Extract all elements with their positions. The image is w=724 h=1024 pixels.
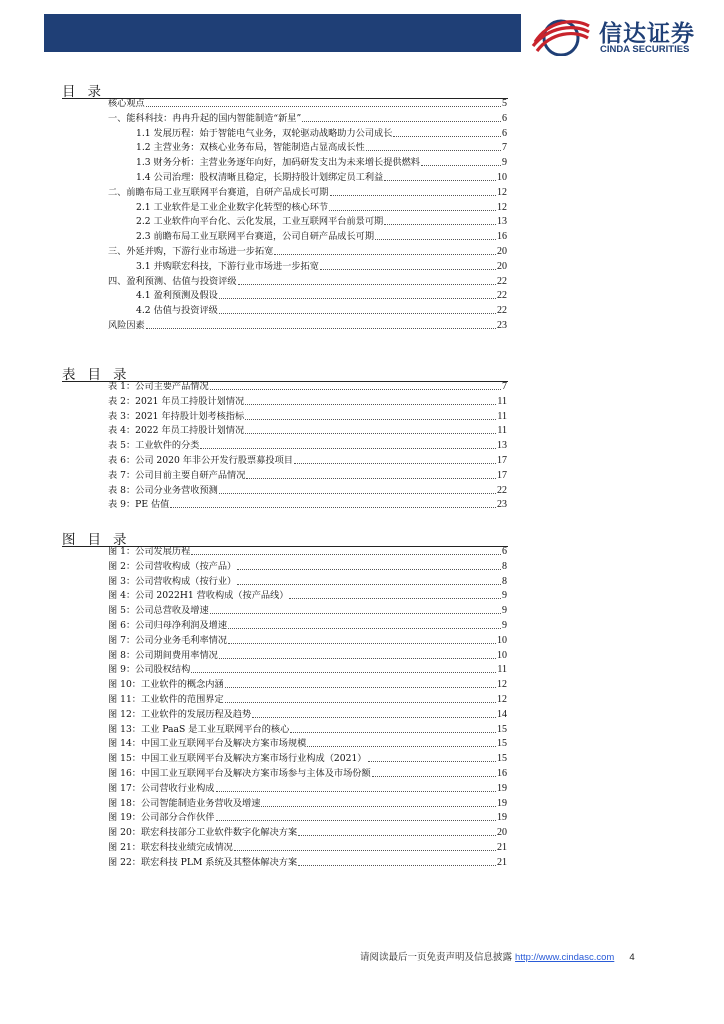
toc-entry-title: 表 5：工业软件的分类 (108, 440, 200, 452)
toc-entry-page: 16 (497, 768, 507, 779)
toc-entry-page: 15 (497, 723, 507, 735)
toc-entry-page: 7 (502, 381, 507, 392)
dot-leader (246, 477, 496, 479)
toc-entry-title: 图 6：公司归母净利润及增速 (108, 620, 228, 631)
toc-entry-page: 10 (497, 172, 507, 183)
toc-entry[interactable] (108, 811, 507, 824)
toc-entry-title: 表 6：公司 2020 年非公开发行股票募投项目 (108, 455, 293, 466)
toc-entry-title: 图 2：公司营收构成（按产品） (108, 560, 237, 572)
toc-entry-page: 19 (497, 797, 507, 809)
toc-entry-page: 6 (502, 127, 507, 139)
toc-entry[interactable] (108, 545, 507, 558)
toc-entry-title: 1.4 公司治理：股权清晰且稳定，长期持股计划绑定员工利益 (136, 172, 384, 183)
dot-leader (216, 819, 497, 821)
toc-entry-page: 13 (497, 216, 507, 228)
toc-entry-title: 图 11：工业软件的范围界定 (108, 694, 224, 705)
dot-leader (225, 686, 496, 688)
toc-entry[interactable] (108, 841, 507, 854)
toc-entry[interactable] (108, 649, 507, 662)
dot-leader (191, 553, 501, 555)
toc-entry-page: 11 (497, 425, 507, 437)
toc-entry-title: 表 8：公司分业务营收预测 (108, 484, 218, 496)
dot-leader (330, 194, 497, 196)
dot-leader (237, 568, 501, 570)
toc-entry[interactable] (108, 469, 507, 482)
dot-leader (219, 492, 496, 494)
toc-entry[interactable] (136, 260, 507, 273)
toc-entry-page: 8 (502, 560, 507, 572)
toc-entry-page: 6 (502, 112, 507, 124)
toc-entry-title: 图 16：中国工业互联网平台及解决方案市场参与主体及市场份额 (108, 768, 371, 779)
figures-title: 图目录 (62, 532, 139, 548)
dot-leader (252, 716, 496, 718)
toc-entry-page: 16 (497, 231, 507, 243)
toc-entry-title: 3.1 并购联宏科技，下游行业市场进一步拓宽 (136, 260, 319, 272)
toc-entry[interactable] (108, 604, 507, 617)
toc-entry-title: 图 17：公司营收行业构成 (108, 782, 215, 794)
dot-leader (298, 834, 496, 836)
toc-entry-page: 11 (497, 410, 507, 422)
toc-entry-page: 19 (497, 812, 507, 824)
toc-entry-title: 四、盈利预测、估值与投资评级 (108, 275, 237, 287)
toc-entry[interactable] (108, 678, 507, 691)
dot-leader (245, 418, 496, 420)
toc-entry-title: 图 3：公司营收构成（按行业） (108, 575, 237, 587)
contents-title: 目录 (62, 84, 113, 100)
dot-leader (191, 671, 496, 673)
toc-entry-page: 9 (502, 605, 507, 617)
dot-leader (210, 388, 501, 390)
dot-leader (298, 864, 496, 866)
toc-entry-page: 15 (497, 753, 507, 765)
toc-entry[interactable] (108, 454, 507, 467)
toc-entry-title: 二、前瞻布局工业互联网平台赛道，自研产品成长可期 (108, 186, 329, 198)
dot-leader (146, 327, 496, 329)
toc-entry-page: 12 (497, 186, 507, 198)
dot-leader (238, 283, 496, 285)
toc-entry-title: 图 13：工业 PaaS 是工业互联网平台的核心 (108, 723, 290, 735)
toc-entry-page: 22 (497, 305, 507, 317)
tables-title: 表目录 (62, 367, 139, 383)
toc-entry-title: 图 7：公司分业务毛利率情况 (108, 634, 228, 646)
toc-entry-title: 一、能科科技：冉冉升起的国内智能制造“新星” (108, 112, 302, 124)
dot-leader (219, 657, 496, 659)
toc-entry-title: 1.3 财务分析：主营业务逐年向好，加码研发支出为未来增长提供燃料 (136, 157, 420, 169)
toc-entry[interactable] (108, 752, 507, 765)
toc-entry-page: 10 (497, 634, 507, 646)
header-bar (44, 14, 521, 52)
toc-entry-page: 22 (497, 290, 507, 302)
toc-entry[interactable] (136, 156, 507, 169)
toc-entry-page: 7 (502, 142, 507, 154)
toc-entry-title: 图 14：中国工业互联网平台及解决方案市场规模 (108, 738, 307, 750)
toc-entry-page: 17 (497, 455, 507, 466)
toc-entry-title: 表 3：2021 年持股计划考核指标 (108, 410, 245, 422)
toc-entry-page: 20 (497, 260, 507, 272)
brand-name-en: CINDA SECURITIES (600, 44, 690, 55)
toc-entry-title: 表 9：PE 估值 (108, 499, 170, 511)
toc-entry-title: 图 1：公司发展历程 (108, 546, 191, 557)
dot-leader (216, 790, 497, 792)
toc-entry[interactable] (136, 230, 507, 243)
toc-entry-title: 表 7：公司目前主要自研产品情况 (108, 469, 246, 481)
dot-leader (384, 223, 496, 225)
toc-entry[interactable] (108, 424, 507, 437)
footer (360, 949, 635, 963)
toc-entry[interactable] (108, 498, 507, 511)
toc-entry-page: 13 (497, 440, 507, 452)
toc-entry[interactable] (108, 737, 507, 750)
dot-leader (290, 731, 496, 733)
toc-entry[interactable] (108, 410, 507, 423)
toc-entry-title: 表 1：公司主要产品情况 (108, 381, 209, 392)
toc-entry-title: 图 4：公司 2022H1 营收构成（按产品线） (108, 590, 289, 602)
toc-entry-page: 20 (497, 827, 507, 839)
dot-leader (146, 105, 501, 107)
toc-entry-page: 22 (497, 484, 507, 496)
toc-entry-page: 9 (502, 157, 507, 169)
toc-entry[interactable] (108, 97, 507, 110)
toc-entry-title: 图 5：公司总营收及增速 (108, 605, 209, 617)
toc-entry-title: 图 20：联宏科技部分工业软件数字化解决方案 (108, 827, 298, 839)
dot-leader (302, 120, 501, 122)
toc-entry[interactable] (108, 245, 507, 258)
toc-entry[interactable] (108, 439, 507, 452)
dot-leader (307, 745, 496, 747)
toc-entry-title: 2.1 工业软件是工业企业数字化转型的核心环节 (136, 201, 329, 213)
dot-leader (329, 209, 496, 211)
toc-entry-page: 22 (497, 275, 507, 287)
toc-entry-title: 图 19：公司部分合作伙伴 (108, 812, 215, 824)
toc-entry-page: 21 (497, 842, 507, 853)
toc-entry[interactable] (136, 141, 507, 154)
toc-entry-title: 图 22：联宏科技 PLM 系统及其整体解决方案 (108, 856, 298, 868)
toc-entry-page: 9 (502, 590, 507, 602)
page-number: 4 (629, 952, 635, 963)
toc-entry[interactable] (108, 723, 507, 736)
toc-entry-page: 19 (497, 782, 507, 794)
dot-leader (366, 149, 501, 151)
toc-entry-page: 5 (502, 98, 507, 109)
toc-entry-title: 4.2 估值与投资评级 (136, 305, 218, 317)
toc-entry-page: 11 (497, 664, 507, 676)
dot-leader (368, 760, 497, 762)
toc-entry-page: 8 (502, 575, 507, 587)
toc-entry[interactable] (108, 395, 507, 408)
cinda-logo-icon (531, 12, 591, 56)
toc-entry-page: 15 (497, 738, 507, 750)
toc-entry-title: 1.2 主营业务：双核心业务布局，智能制造占显高成长性 (136, 142, 365, 154)
dot-leader (234, 849, 496, 851)
toc-entry[interactable] (136, 304, 507, 317)
toc-entry[interactable] (136, 127, 507, 140)
toc-entry-page: 12 (497, 694, 507, 705)
dot-leader (384, 179, 496, 181)
toc-entry-page: 20 (497, 246, 507, 257)
dot-leader (210, 612, 501, 614)
dot-leader (200, 447, 496, 449)
toc-entry-title: 图 21：联宏科技业绩完成情况 (108, 842, 233, 853)
dot-leader (245, 403, 496, 405)
toc-entry[interactable] (108, 560, 507, 573)
toc-entry[interactable] (108, 619, 507, 632)
toc-entry-title: 1.1 发展历程：始于智能电气业务，双轮驱动战略助力公司成长 (136, 127, 393, 139)
toc-entry-page: 12 (497, 201, 507, 213)
toc-entry-page: 6 (502, 546, 507, 557)
dot-leader (170, 506, 496, 508)
toc-entry[interactable] (136, 289, 507, 302)
toc-entry[interactable] (108, 663, 507, 676)
toc-entry[interactable] (108, 275, 507, 288)
toc-entry-title: 图 8：公司期间费用率情况 (108, 649, 218, 661)
toc-entry-title: 图 10：工业软件的概念内涵 (108, 679, 224, 691)
toc-entry-title: 图 18：公司智能制造业务营收及增速 (108, 797, 261, 809)
toc-entry-title: 4.1 盈利预测及假设 (136, 290, 218, 302)
dot-leader (228, 642, 496, 644)
dot-leader (245, 432, 496, 434)
toc-entry[interactable] (108, 767, 507, 780)
cinda-logo (531, 12, 711, 56)
dot-leader (294, 462, 496, 464)
footer-disclaimer: 请阅读最后一页免责声明及信息披露 (360, 952, 513, 963)
dot-leader (225, 701, 496, 703)
toc-entry-title: 图 9：公司股权结构 (108, 664, 191, 676)
toc-entry[interactable] (108, 782, 507, 795)
toc-entry-page: 23 (497, 320, 507, 331)
dot-leader (274, 253, 496, 255)
toc-entry[interactable] (108, 186, 507, 199)
toc-entry-page: 11 (497, 395, 507, 407)
footer-url-link[interactable]: http://www.cindasc.com (515, 952, 615, 963)
dot-leader (393, 135, 501, 137)
toc-entry-title: 2.2 工业软件向平台化、云化发展，工业互联网平台前景可期 (136, 216, 384, 228)
dot-leader (261, 805, 496, 807)
dot-leader (219, 312, 496, 314)
toc-entry-title: 图 15：中国工业互联网平台及解决方案市场行业构成（2021） (108, 753, 367, 765)
toc-entry[interactable] (108, 634, 507, 647)
toc-entry[interactable] (108, 484, 507, 497)
toc-entry-page: 9 (502, 620, 507, 631)
toc-entry-title: 表 2：2021 年员工持股计划情况 (108, 395, 245, 407)
toc-entry-page: 21 (497, 856, 507, 868)
toc-entry-title: 表 4：2022 年员工持股计划情况 (108, 425, 245, 437)
toc-entry[interactable] (108, 589, 507, 602)
dot-leader (289, 597, 501, 599)
toc-entry-page: 12 (497, 679, 507, 691)
toc-entry[interactable] (108, 708, 507, 721)
dot-leader (372, 775, 496, 777)
toc-entry[interactable] (108, 693, 507, 706)
toc-entry[interactable] (108, 797, 507, 810)
toc-entry[interactable] (136, 171, 507, 184)
toc-entry-title: 风险因素 (108, 320, 145, 331)
toc-entry[interactable] (108, 856, 507, 869)
toc-entry[interactable] (108, 319, 507, 332)
brand-name-cn: 信达证券 (599, 21, 695, 47)
toc-entry-page: 23 (497, 499, 507, 511)
toc-entry[interactable] (136, 215, 507, 228)
dot-leader (320, 268, 496, 270)
toc-entry-page: 17 (497, 469, 507, 481)
toc-entry-page: 10 (497, 649, 507, 661)
toc-entry[interactable] (108, 826, 507, 839)
toc-entry[interactable] (108, 380, 507, 393)
toc-entry[interactable] (136, 201, 507, 214)
toc-entry-title: 核心观点 (108, 98, 145, 109)
dot-leader (421, 164, 501, 166)
dot-leader (228, 627, 501, 629)
dot-leader (237, 583, 501, 585)
toc-entry[interactable] (108, 575, 507, 588)
dot-leader (375, 238, 496, 240)
dot-leader (219, 297, 496, 299)
toc-entry-title: 2.3 前瞻布局工业互联网平台赛道，公司自研产品成长可期 (136, 231, 375, 243)
toc-entry-page: 14 (497, 708, 507, 720)
toc-entry[interactable] (108, 112, 507, 125)
toc-entry-title: 图 12：工业软件的发展历程及趋势 (108, 708, 252, 720)
toc-entry-title: 三、外延并购，下游行业市场进一步拓宽 (108, 246, 274, 257)
